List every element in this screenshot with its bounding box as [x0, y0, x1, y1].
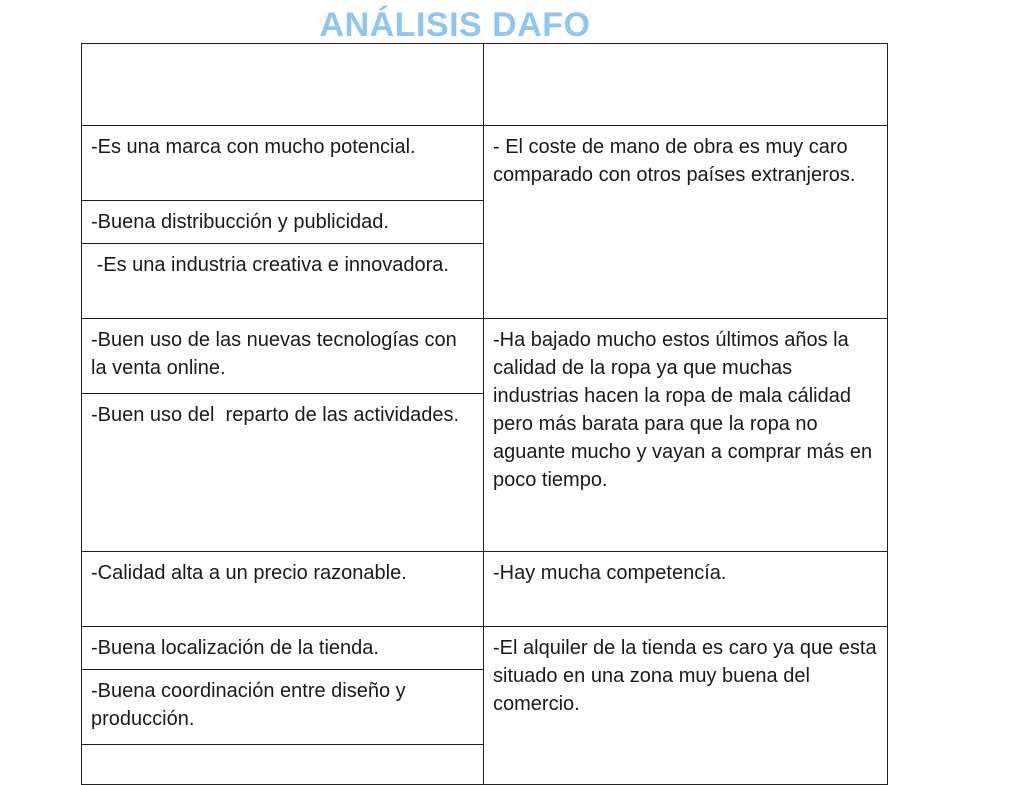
- strength-cell: -Buen uso del reparto de las actividades.: [82, 394, 484, 552]
- strength-cell: -Calidad alta a un precio razonable.: [82, 552, 484, 627]
- table-row: [82, 552, 888, 627]
- weakness-cell: - El coste de mano de obra es muy caro comparado con otros países extranjeros.: [484, 126, 888, 319]
- strength-cell: -Buena localización de la tienda.: [82, 627, 484, 670]
- header-cell-left: [82, 44, 484, 126]
- strength-cell: -Es una marca con mucho potencial.: [82, 126, 484, 201]
- dafo-table: [81, 43, 888, 785]
- table-row: [82, 44, 888, 126]
- table-row: [82, 126, 888, 201]
- header-cell-right: [484, 44, 888, 126]
- page-title: ANÁLISIS DAFO: [319, 6, 591, 44]
- weakness-cell: -Ha bajado mucho estos últimos años la calidad de la ropa ya que muchas industrias hacen la ropa de mala cálidad pero más barata para que la ropa no aguante mucho y vayan a comprar más en poco tiempo.: [484, 319, 888, 552]
- strength-cell: -Buena coordinación entre diseño y producción.: [82, 670, 484, 745]
- table-row: [82, 319, 888, 394]
- table-row: [82, 627, 888, 670]
- strength-cell: [82, 745, 484, 785]
- strength-cell: -Buen uso de las nuevas tecnologías con la venta online.: [82, 319, 484, 394]
- strength-cell: -Es una industria creativa e innovadora.: [82, 244, 484, 319]
- weakness-cell: -El alquiler de la tienda es caro ya que esta situado en una zona muy buena del comercio.: [484, 627, 888, 785]
- weakness-cell: -Hay mucha competencía.: [484, 552, 888, 627]
- strength-cell: -Buena distribucción y publicidad.: [82, 201, 484, 244]
